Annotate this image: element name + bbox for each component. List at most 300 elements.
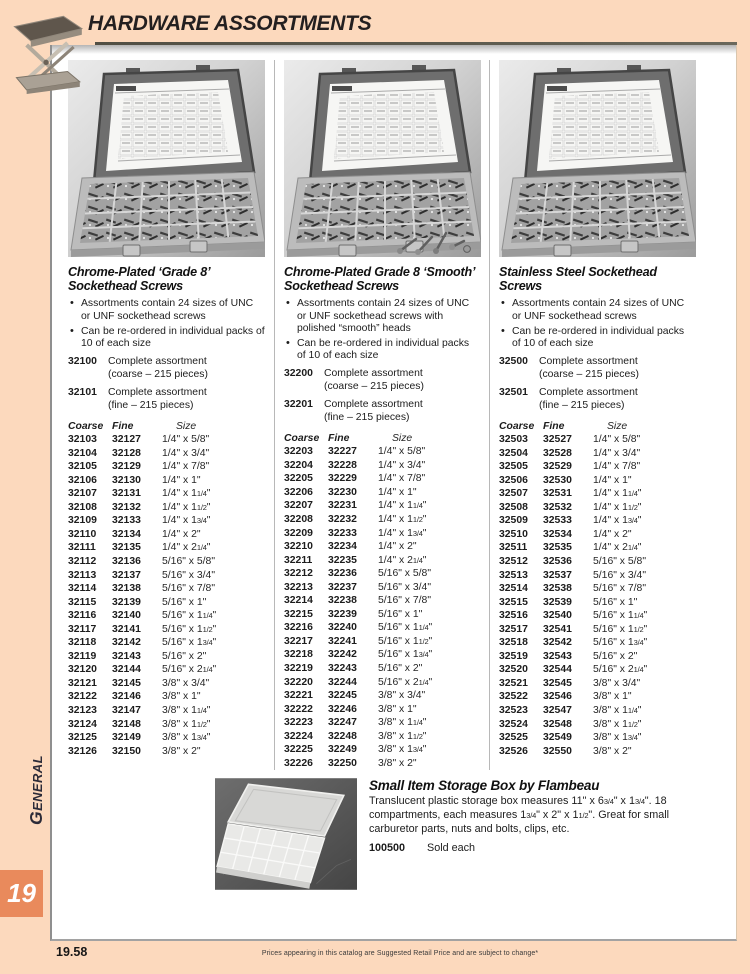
table-row: [68, 433, 265, 447]
table-row: [499, 650, 695, 664]
size-value: 1/4" x 5/8": [378, 446, 426, 458]
bullet-item: • Can be re-ordered in individual packs of 10 of each size: [512, 326, 695, 350]
coarse-sku: 32224: [284, 730, 313, 742]
coarse-sku: 32223: [284, 717, 313, 729]
fine-sku: 32533: [543, 515, 572, 527]
coarse-sku: 32514: [499, 583, 528, 595]
size-value: 5/16" x 5/8": [593, 555, 647, 567]
storage-box-title: Small Item Storage Box by Flambeau: [369, 778, 600, 793]
fine-sku: 32234: [328, 541, 357, 553]
fine-sku: 32238: [328, 595, 357, 607]
coarse-sku: 32123: [68, 705, 97, 716]
coarse-sku: 32520: [499, 664, 528, 676]
table-row: [284, 757, 480, 771]
desc-line: Complete assortment: [324, 399, 423, 411]
sku-description: [108, 387, 207, 412]
table-row: [499, 555, 695, 569]
fine-sku: 32130: [112, 474, 141, 486]
coarse-sku: 32517: [499, 623, 528, 635]
coarse-sku: 32112: [68, 555, 97, 567]
fine-sku: 32531: [543, 488, 572, 500]
coarse-sku: 32504: [499, 447, 528, 459]
col-header-coarse: Coarse: [499, 421, 535, 433]
fine-sku: 32147: [112, 705, 141, 716]
scissor-jack-photo: [0, 0, 86, 94]
table-row: [68, 474, 265, 488]
fine-sku: 32230: [328, 486, 357, 498]
bullet-item: • Can be re-ordered in individual packs of 10 of each size: [297, 338, 480, 362]
size-value: 1/4" x 7/8": [378, 473, 426, 485]
table-row: [284, 716, 480, 730]
table-row: [68, 487, 265, 501]
size-value: 3/8" x 13/4": [593, 732, 642, 744]
table-row: [499, 663, 695, 677]
table-row: [284, 730, 480, 744]
fine-sku: 32529: [543, 461, 572, 473]
coarse-sku: 32107: [68, 488, 97, 500]
size-value: 3/8" x 3/4": [378, 690, 426, 702]
size-value: 5/16" x 13/4": [593, 637, 648, 649]
coarse-sku: 32220: [284, 676, 313, 688]
size-value: 1/4" x 7/8": [162, 461, 210, 473]
table-row: [68, 745, 265, 759]
coarse-sku: 32225: [284, 744, 313, 756]
assortment-case-photo: [68, 60, 265, 257]
size-value: 5/16" x 3/4": [162, 569, 216, 581]
table-row: [68, 501, 265, 515]
size-value: 5/16" x 11/2": [378, 635, 433, 647]
coarse-sku: 32221: [284, 690, 313, 702]
table-row: [68, 636, 265, 650]
coarse-sku: 32507: [499, 488, 528, 500]
table-row: [499, 460, 695, 474]
fine-sku: 32143: [112, 650, 141, 662]
coarse-sku: 32516: [499, 610, 528, 622]
bullet-item: • Assortments contain 24 sizes of UNC or UNF sockethead screws: [81, 298, 265, 322]
fine-sku: 32249: [328, 744, 357, 756]
assortment-item: [499, 356, 695, 381]
table-row: [499, 745, 695, 759]
size-value: 3/8" x 1": [593, 691, 632, 703]
sku-description: [324, 368, 424, 393]
table-row: [499, 704, 695, 718]
table-header: [499, 421, 695, 432]
fine-sku: 32128: [112, 447, 141, 459]
size-value: 3/8" x 11/2": [593, 718, 642, 730]
table-row: [499, 569, 695, 583]
product-title: Chrome-Plated ‘Grade 8’ Sockethead Screws: [68, 265, 210, 294]
coarse-sku: 32203: [284, 446, 313, 458]
fine-sku: 32233: [328, 527, 357, 539]
col-header-fine: Fine: [328, 433, 350, 445]
fine-sku: 32135: [112, 542, 141, 554]
size-value: 5/16" x 1": [162, 596, 207, 608]
fine-sku: 32243: [328, 662, 357, 674]
size-value: 1/4" x 21/4": [593, 542, 642, 554]
coarse-sku: 32115: [68, 596, 97, 608]
table-row: [499, 474, 695, 488]
coarse-sku: 32521: [499, 677, 528, 689]
size-value: 1/4" x 1": [162, 474, 201, 486]
table-row: [284, 554, 480, 568]
table-row: [68, 677, 265, 691]
fine-sku: 32231: [328, 500, 357, 512]
size-value: 3/8" x 2": [162, 745, 201, 757]
desc-line: (fine – 215 pieces): [324, 411, 410, 423]
table-body: [284, 445, 480, 770]
size-value: 5/16" x 3/4": [593, 569, 647, 581]
coarse-sku: 32211: [284, 554, 313, 566]
fine-sku: 32541: [543, 623, 572, 635]
size-value: 1/4" x 3/4": [378, 459, 426, 471]
product-bullets: [68, 298, 265, 350]
desc-line: (coarse – 215 pieces): [324, 380, 424, 392]
size-value: 5/16" x 11/4": [162, 610, 217, 622]
product-bullets: [284, 298, 480, 362]
coarse-sku: 32226: [284, 757, 313, 769]
fine-sku: 32149: [112, 732, 141, 744]
fine-sku: 32139: [112, 596, 141, 608]
table-row: [499, 528, 695, 542]
coarse-sku: 32219: [284, 662, 313, 674]
coarse-sku: 32509: [499, 515, 528, 527]
col-header-coarse: Coarse: [284, 433, 320, 445]
size-value: 3/8" x 13/4": [378, 744, 427, 756]
fine-sku: 32543: [543, 650, 572, 662]
assortment-item: [284, 399, 480, 424]
fine-sku: 32532: [543, 501, 572, 513]
col-header-size: Size: [176, 421, 197, 433]
desc-line: Complete assortment: [539, 356, 638, 368]
fine-sku: 32540: [543, 610, 572, 622]
table-body: [499, 433, 695, 758]
table-row: [284, 608, 480, 622]
table-row: [499, 433, 695, 447]
storage-box-text: [369, 778, 714, 890]
fine-sku: 32138: [112, 583, 141, 595]
coarse-sku: 32120: [68, 664, 97, 676]
coarse-sku: 32111: [68, 542, 96, 554]
size-value: 3/8" x 11/4": [378, 717, 427, 729]
size-value: 1/4" x 21/4": [378, 554, 427, 566]
table-row: [499, 596, 695, 610]
sku-description: [108, 356, 208, 381]
size-value: 5/16" x 11/2": [593, 623, 648, 635]
size-value: 1/4" x 11/2": [593, 501, 642, 513]
size-value: 1/4" x 2": [378, 541, 417, 553]
product-stainless: [489, 60, 704, 770]
assortment-case-photo: [499, 60, 696, 257]
fine-sku: 32535: [543, 542, 572, 554]
coarse-sku: 32523: [499, 705, 528, 716]
fine-sku: 32547: [543, 705, 572, 716]
col-header-size: Size: [392, 433, 413, 445]
table-row: [284, 472, 480, 486]
size-value: 5/16" x 2": [593, 650, 638, 662]
size-value: 3/8" x 2": [593, 745, 632, 757]
coarse-sku: 32208: [284, 513, 313, 525]
coarse-sku: 32503: [499, 434, 528, 446]
coarse-sku: 32110: [68, 528, 97, 540]
product-title: Stainless Steel Sockethead Screws: [499, 265, 657, 294]
desc-line: Complete assortment: [108, 387, 207, 399]
table-row: [284, 594, 480, 608]
size-value: 1/4" x 3/4": [162, 447, 210, 459]
fine-sku: 32538: [543, 583, 572, 595]
desc-line: (coarse – 215 pieces): [539, 368, 639, 380]
fine-sku: 32133: [112, 515, 141, 527]
coarse-sku: 32126: [68, 745, 97, 757]
desc-line: (coarse – 215 pieces): [108, 368, 208, 380]
sku: 32201: [284, 399, 313, 411]
table-row: [499, 690, 695, 704]
size-value: 1/4" x 11/4": [378, 500, 427, 512]
size-value: 5/16" x 13/4": [378, 649, 433, 661]
table-row: [68, 609, 265, 623]
fine-sku: 32141: [112, 623, 141, 635]
coarse-sku: 32212: [284, 568, 313, 580]
table-row: [68, 541, 265, 555]
fine-sku: 32142: [112, 637, 141, 649]
top-shadow: [52, 45, 736, 54]
product-chrome-grade8: [59, 60, 274, 770]
coarse-sku: 32213: [284, 581, 313, 593]
product-chrome-smooth: [274, 60, 489, 770]
fine-sku: 32550: [543, 745, 572, 757]
table-row: [68, 704, 265, 718]
fine-sku: 32240: [328, 622, 357, 634]
coarse-sku: 32510: [499, 528, 528, 540]
storage-box-section: [215, 778, 714, 890]
table-row: [68, 718, 265, 732]
coarse-sku: 32209: [284, 527, 313, 539]
table-row: [499, 623, 695, 637]
table-row: [68, 663, 265, 677]
size-value: 5/16" x 7/8": [593, 583, 647, 595]
size-value: 5/16" x 2": [378, 662, 423, 674]
size-value: 5/16" x 5/8": [378, 568, 432, 580]
table-row: [68, 447, 265, 461]
table-row: [284, 459, 480, 473]
fine-sku: 32229: [328, 473, 357, 485]
coarse-sku: 32222: [284, 703, 313, 715]
fine-sku: 32245: [328, 690, 357, 702]
size-value: 1/4" x 11/4": [593, 488, 642, 500]
sku: 32501: [499, 387, 528, 399]
table-row: [284, 648, 480, 662]
bullet-item: • Assortments contain 24 sizes of UNC or UNF sockethead screws with polished “smooth” heads: [297, 298, 480, 335]
coarse-sku: 32512: [499, 555, 528, 567]
fine-sku: 32235: [328, 554, 357, 566]
table-row: [284, 703, 480, 717]
fine-sku: 32247: [328, 717, 357, 729]
fine-sku: 32545: [543, 677, 572, 689]
table-row: [68, 690, 265, 704]
fine-sku: 32237: [328, 581, 357, 593]
table-row: [499, 487, 695, 501]
coarse-sku: 32205: [284, 473, 313, 485]
table-row: [284, 486, 480, 500]
table-row: [499, 677, 695, 691]
coarse-sku: 32116: [68, 610, 97, 622]
storage-box-photo: [215, 778, 357, 890]
fine-sku: 32136: [112, 555, 141, 567]
table-row: [284, 621, 480, 635]
table-row: [284, 527, 480, 541]
coarse-sku: 32505: [499, 461, 528, 473]
size-value: 3/8" x 11/2": [162, 718, 211, 730]
coarse-sku: 32103: [68, 434, 97, 446]
fine-sku: 32530: [543, 474, 572, 486]
sku-description: Sold each: [427, 842, 476, 855]
coarse-sku: 32508: [499, 501, 528, 513]
table-row: [68, 514, 265, 528]
chapter-tab: 19: [0, 870, 43, 917]
table-row: [499, 447, 695, 461]
coarse-sku: 32210: [284, 541, 313, 553]
assortment-item: [284, 368, 480, 393]
table-row: [284, 567, 480, 581]
size-value: 5/16" x 21/4": [593, 664, 648, 676]
fine-sku: 32536: [543, 555, 572, 567]
table-row: [499, 718, 695, 732]
fine-sku: 32534: [543, 528, 572, 540]
table-row: [68, 555, 265, 569]
fine-sku: 32239: [328, 608, 357, 620]
table-row: [499, 731, 695, 745]
size-value: 5/16" x 1": [378, 608, 423, 620]
table-body: [68, 433, 265, 758]
size-value: 3/8" x 13/4": [162, 732, 211, 744]
assortment-case-photo: [284, 60, 481, 257]
assortment-item: [499, 387, 695, 412]
coarse-sku: 32204: [284, 459, 313, 471]
coarse-sku: 32506: [499, 474, 528, 486]
sku-description: [539, 356, 639, 381]
table-row: [68, 623, 265, 637]
size-table: [499, 421, 695, 758]
fine-sku: 32227: [328, 446, 357, 458]
product-bullets: [499, 298, 695, 350]
fine-sku: 32539: [543, 596, 572, 608]
coarse-sku: 32118: [68, 637, 97, 649]
product-title: Chrome-Plated Grade 8 ‘Smooth’ Sockethead Screws: [284, 265, 475, 294]
size-table: [68, 421, 265, 758]
table-row: [499, 636, 695, 650]
coarse-sku: 32117: [68, 623, 97, 635]
size-value: 3/8" x 11/4": [162, 705, 211, 716]
size-value: 5/16" x 2": [162, 650, 207, 662]
coarse-sku: 32108: [68, 501, 97, 513]
product-columns: [52, 45, 736, 770]
size-value: 1/4" x 11/4": [162, 488, 211, 500]
size-value: 5/16" x 1": [593, 596, 638, 608]
fine-sku: 32144: [112, 664, 141, 676]
desc-line: (fine – 215 pieces): [539, 399, 625, 411]
fine-sku: 32148: [112, 718, 141, 730]
col-header-fine: Fine: [543, 421, 565, 433]
table-row: [499, 541, 695, 555]
sku: 32500: [499, 356, 528, 368]
page-title: HARDWARE ASSORTMENTS: [88, 12, 372, 35]
size-value: 3/8" x 3/4": [162, 677, 210, 689]
size-value: 3/8" x 1": [162, 691, 201, 703]
coarse-sku: 32519: [499, 650, 528, 662]
size-value: 1/4" x 13/4": [593, 515, 642, 527]
fine-sku: 32137: [112, 569, 141, 581]
table-row: [68, 650, 265, 664]
coarse-sku: 32124: [68, 718, 97, 730]
assortment-item: [68, 387, 265, 412]
table-row: [499, 582, 695, 596]
fine-sku: 32134: [112, 528, 141, 540]
table-row: [284, 513, 480, 527]
size-value: 1/4" x 5/8": [162, 434, 210, 446]
fine-sku: 32145: [112, 677, 141, 689]
coarse-sku: 32106: [68, 474, 97, 486]
bullet-item: • Can be re-ordered in individual packs of 10 of each size: [81, 326, 265, 350]
coarse-sku: 32216: [284, 622, 313, 634]
table-row: [68, 528, 265, 542]
coarse-sku: 32217: [284, 635, 313, 647]
sidebar-section-label: GENERAL: [26, 755, 46, 825]
sku: 32100: [68, 356, 97, 368]
table-row: [284, 689, 480, 703]
col-header-coarse: Coarse: [68, 421, 104, 433]
coarse-sku: 32513: [499, 569, 528, 581]
coarse-sku: 32122: [68, 691, 97, 703]
table-row: [499, 609, 695, 623]
coarse-sku: 32218: [284, 649, 313, 661]
fine-sku: 32548: [543, 718, 572, 730]
coarse-sku: 32125: [68, 732, 97, 744]
fine-sku: 32132: [112, 501, 141, 513]
coarse-sku: 32511: [499, 542, 528, 554]
fine-sku: 32228: [328, 459, 357, 471]
table-row: [68, 460, 265, 474]
coarse-sku: 32214: [284, 595, 313, 607]
size-value: 5/16" x 11/4": [593, 610, 648, 622]
coarse-sku: 32522: [499, 691, 528, 703]
size-value: 5/16" x 21/4": [378, 676, 433, 688]
fine-sku: 32241: [328, 635, 357, 647]
desc-line: (fine – 215 pieces): [108, 399, 194, 411]
size-value: 1/4" x 2": [593, 528, 632, 540]
desc-line: Complete assortment: [324, 368, 423, 380]
size-value: 1/4" x 11/2": [378, 513, 427, 525]
coarse-sku: 32104: [68, 447, 97, 459]
col-header-size: Size: [607, 421, 628, 433]
fine-sku: 32250: [328, 757, 357, 769]
assortment-item: [68, 356, 265, 381]
fine-sku: 32248: [328, 730, 357, 742]
size-value: 3/8" x 3/4": [593, 677, 641, 689]
size-value: 1/4" x 13/4": [378, 527, 427, 539]
fine-sku: 32246: [328, 703, 357, 715]
coarse-sku: 32518: [499, 637, 528, 649]
coarse-sku: 32114: [68, 583, 97, 595]
catalog-page-body: [50, 45, 737, 941]
storage-box-description: Translucent plastic storage box measures 11" x 63/4" x 13/4". 18 compartments, each measures 13/4" x 2" x 11/2". Great for small carburetor parts, nuts and bolts, clips, etc.: [369, 795, 670, 835]
table-row: [284, 662, 480, 676]
size-value: 5/16" x 3/4": [378, 581, 432, 593]
fine-sku: 32131: [112, 488, 141, 500]
table-row: [284, 743, 480, 757]
size-value: 3/8" x 1": [378, 703, 417, 715]
coarse-sku: 32109: [68, 515, 97, 527]
bullet-item: • Assortments contain 24 sizes of UNC or UNF sockethead screws: [512, 298, 695, 322]
fine-sku: 32146: [112, 691, 141, 703]
